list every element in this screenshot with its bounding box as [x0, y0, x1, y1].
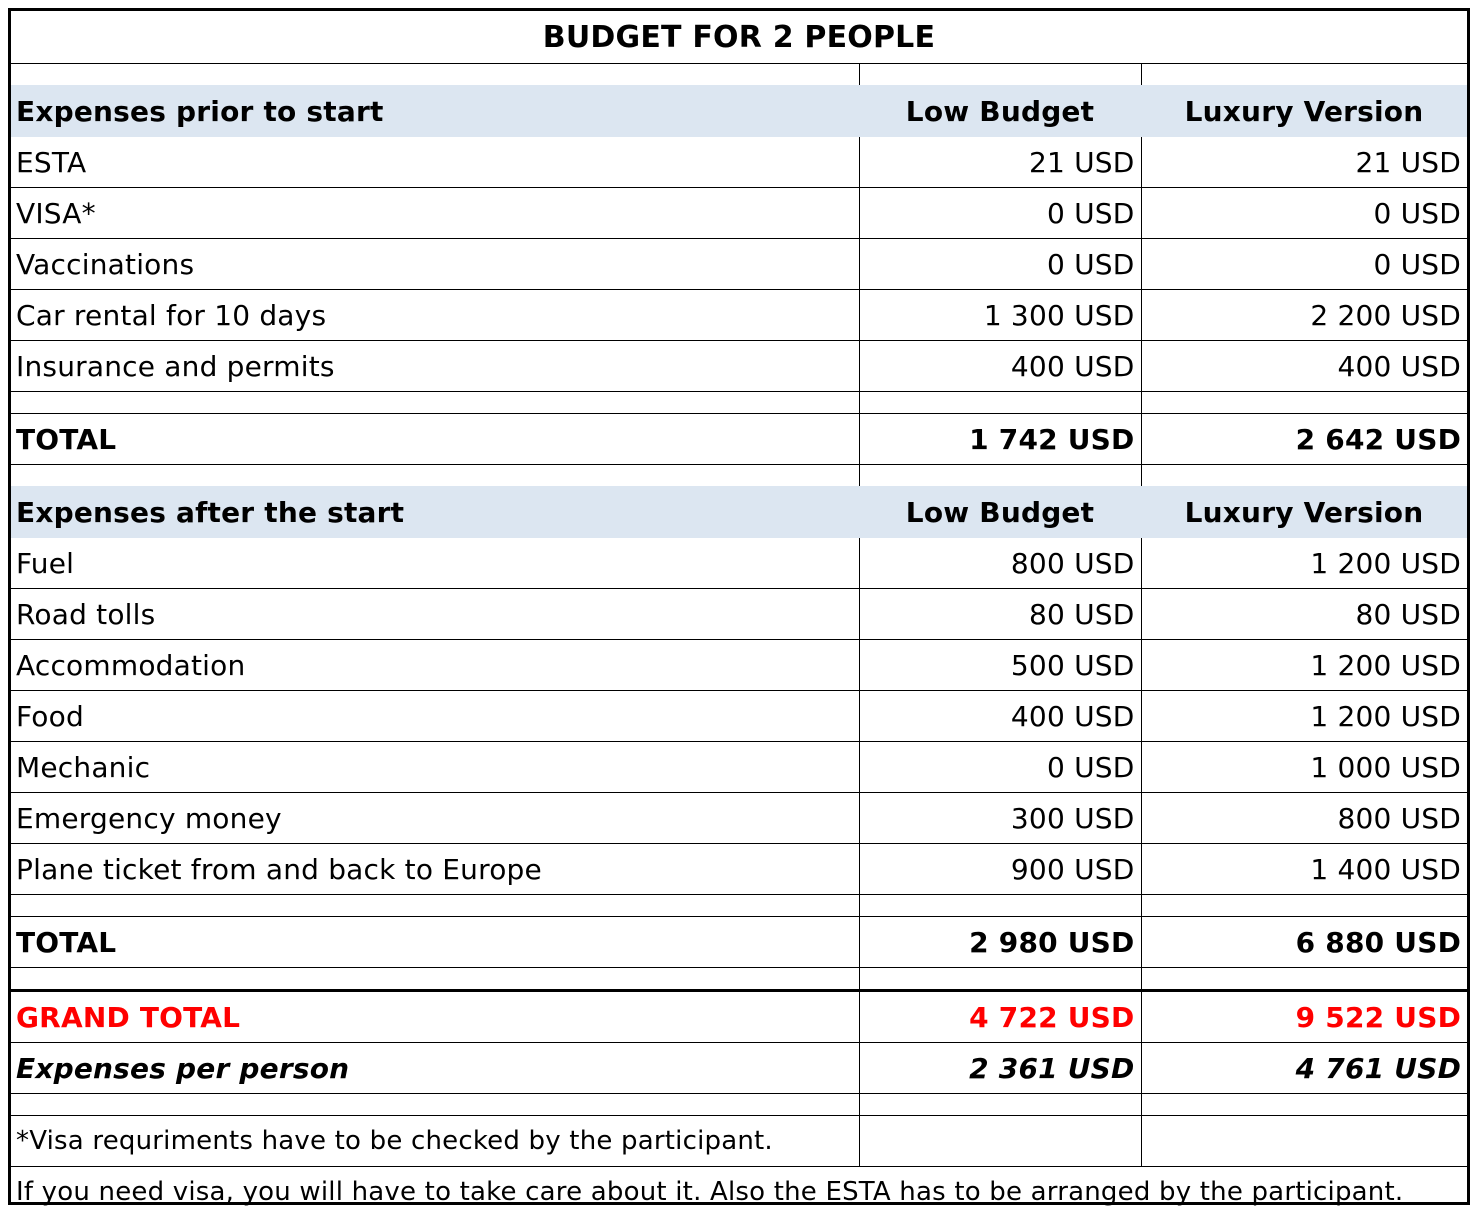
row-label: VISA*	[11, 188, 859, 239]
table-row	[11, 844, 1467, 895]
table-row	[11, 239, 1467, 290]
row-label: Food	[11, 691, 859, 742]
grand-total-luxury-value: 9 522 USD	[1141, 991, 1467, 1043]
per-person-row	[11, 1043, 1467, 1094]
table-row	[11, 793, 1467, 844]
table-row	[11, 188, 1467, 239]
prior-header-row	[11, 85, 1467, 137]
table-row	[11, 538, 1467, 589]
table-row	[11, 290, 1467, 341]
spacer-row	[11, 895, 1467, 917]
row-label: Emergency money	[11, 793, 859, 844]
after-heading: Expenses after the start	[11, 486, 859, 538]
row-low-value: 400 USD	[859, 341, 1141, 392]
row-low-value: 500 USD	[859, 640, 1141, 691]
grand-total-label: GRAND TOTAL	[11, 991, 859, 1043]
total-luxury-value: 2 642 USD	[1141, 414, 1467, 465]
row-low-value: 0 USD	[859, 188, 1141, 239]
spacer-row	[11, 64, 1467, 86]
row-low-value: 300 USD	[859, 793, 1141, 844]
budget-sheet	[8, 8, 1470, 1205]
esta-note: If you need visa, you will have to take care about it. Also the ESTA has to be arranged by the participant.	[11, 1167, 1467, 1217]
page-title: BUDGET FOR 2 PEOPLE	[11, 11, 1467, 64]
row-label: Car rental for 10 days	[11, 290, 859, 341]
prior-heading: Expenses prior to start	[11, 85, 859, 137]
table-row	[11, 341, 1467, 392]
row-low-value: 1 300 USD	[859, 290, 1141, 341]
row-label: ESTA	[11, 137, 859, 188]
row-low-value: 400 USD	[859, 691, 1141, 742]
spacer-row	[11, 1094, 1467, 1116]
table-row	[11, 742, 1467, 793]
total-luxury-value: 6 880 USD	[1141, 917, 1467, 968]
row-luxury-value: 400 USD	[1141, 341, 1467, 392]
row-low-value: 21 USD	[859, 137, 1141, 188]
row-low-value: 80 USD	[859, 589, 1141, 640]
low-budget-header: Low Budget	[859, 486, 1141, 538]
per-person-label: Expenses per person	[11, 1043, 859, 1094]
row-low-value: 800 USD	[859, 538, 1141, 589]
row-luxury-value: 1 000 USD	[1141, 742, 1467, 793]
grand-total-low-value: 4 722 USD	[859, 991, 1141, 1043]
row-luxury-value: 800 USD	[1141, 793, 1467, 844]
row-label: Insurance and permits	[11, 341, 859, 392]
row-label: Road tolls	[11, 589, 859, 640]
row-label: Vaccinations	[11, 239, 859, 290]
table-row	[11, 691, 1467, 742]
table-row	[11, 137, 1467, 188]
row-luxury-value: 1 200 USD	[1141, 538, 1467, 589]
row-luxury-value: 80 USD	[1141, 589, 1467, 640]
row-low-value: 0 USD	[859, 742, 1141, 793]
prior-total-row	[11, 414, 1467, 465]
row-luxury-value: 1 200 USD	[1141, 691, 1467, 742]
row-low-value: 900 USD	[859, 844, 1141, 895]
total-label: TOTAL	[11, 917, 859, 968]
row-low-value: 0 USD	[859, 239, 1141, 290]
spacer-row	[11, 968, 1467, 991]
after-header-row	[11, 486, 1467, 538]
row-label: Accommodation	[11, 640, 859, 691]
row-label: Plane ticket from and back to Europe	[11, 844, 859, 895]
title-row	[11, 11, 1467, 64]
row-label: Fuel	[11, 538, 859, 589]
budget-table	[11, 11, 1467, 1217]
row-luxury-value: 1 400 USD	[1141, 844, 1467, 895]
row-luxury-value: 2 200 USD	[1141, 290, 1467, 341]
esta-note-row	[11, 1167, 1467, 1217]
table-row	[11, 640, 1467, 691]
row-luxury-value: 21 USD	[1141, 137, 1467, 188]
row-luxury-value: 0 USD	[1141, 239, 1467, 290]
visa-note-row	[11, 1116, 1467, 1167]
grand-total-row	[11, 991, 1467, 1043]
luxury-header: Luxury Version	[1141, 486, 1467, 538]
spacer-row	[11, 465, 1467, 487]
spacer-row	[11, 392, 1467, 414]
row-luxury-value: 0 USD	[1141, 188, 1467, 239]
per-person-luxury-value: 4 761 USD	[1141, 1043, 1467, 1094]
visa-note: *Visa requriments have to be checked by the participant.	[11, 1116, 859, 1167]
row-luxury-value: 1 200 USD	[1141, 640, 1467, 691]
after-total-row	[11, 917, 1467, 968]
per-person-low-value: 2 361 USD	[859, 1043, 1141, 1094]
low-budget-header: Low Budget	[859, 85, 1141, 137]
total-label: TOTAL	[11, 414, 859, 465]
row-label: Mechanic	[11, 742, 859, 793]
total-low-value: 1 742 USD	[859, 414, 1141, 465]
luxury-header: Luxury Version	[1141, 85, 1467, 137]
table-row	[11, 589, 1467, 640]
total-low-value: 2 980 USD	[859, 917, 1141, 968]
